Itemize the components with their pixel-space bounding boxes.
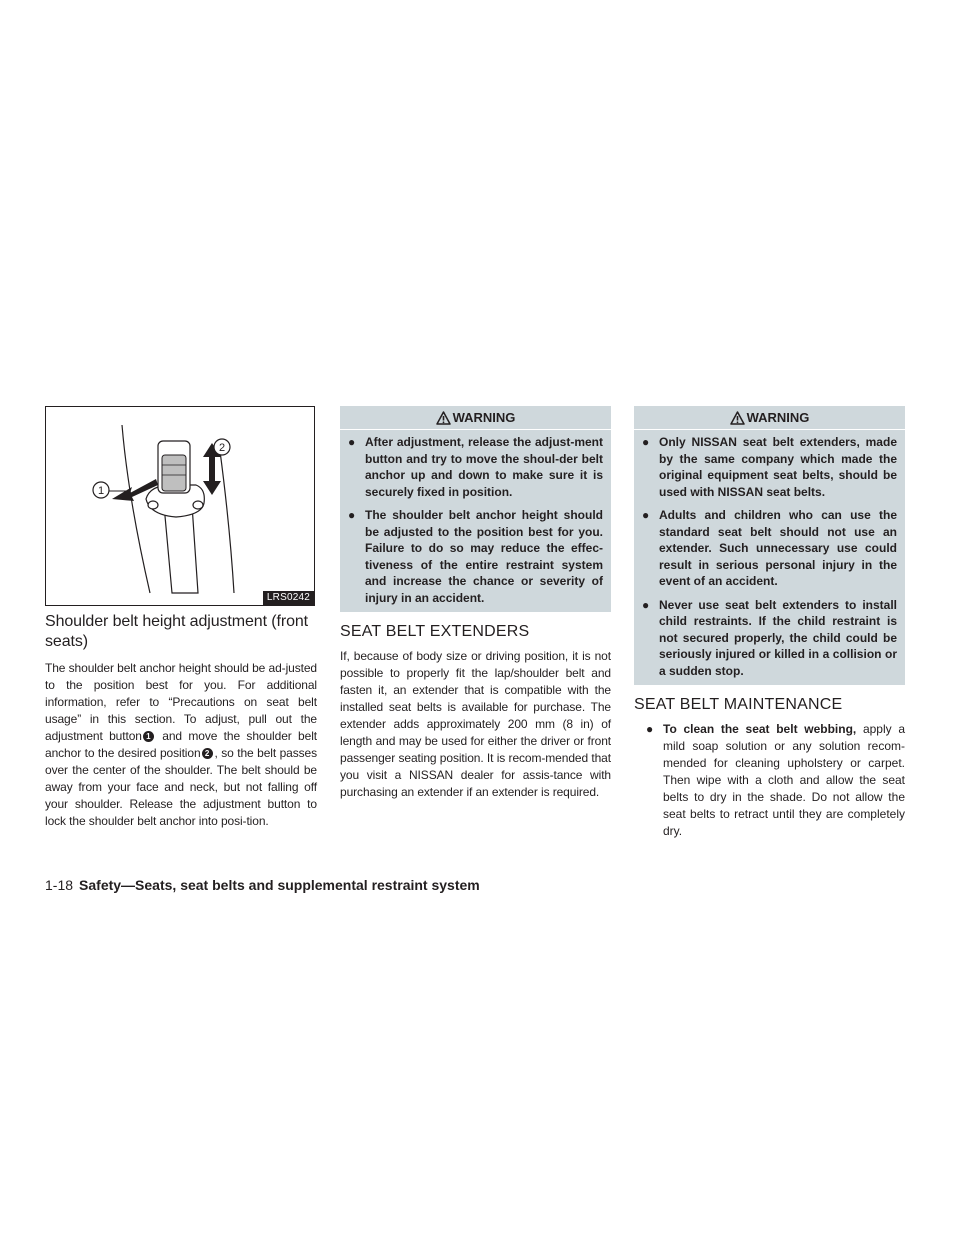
warning-title: WARNING <box>452 410 516 425</box>
warning-triangle-icon <box>436 411 451 425</box>
warning-item <box>348 434 603 500</box>
warning-header <box>634 406 905 430</box>
warning-box-adjustment <box>340 406 611 612</box>
warning-item-text: After adjustment, release the adjust-ment button and try to move the shoul-der belt anchor up and down to make sure it is securely fixed in position. <box>365 435 603 499</box>
seat-belt-figure <box>45 406 315 606</box>
shoulder-belt-illustration <box>46 407 314 605</box>
bullet-icon: ● <box>642 435 650 449</box>
inline-callout-2: 2 <box>202 748 213 759</box>
warning-item <box>642 507 897 590</box>
warning-item <box>642 597 897 680</box>
extenders-heading: SEAT BELT EXTENDERS <box>340 623 530 640</box>
shoulder-belt-heading: Shoulder belt height adjustment (front seats) <box>45 613 309 650</box>
warning-item-text: Adults and children who can use the standard seat belt should not use an extender. Such unnecessary use could result in serious personal injury in the event of an accident. <box>659 508 897 588</box>
maintenance-item-bold: To clean the seat belt webbing, <box>663 722 857 736</box>
paragraph-part-1: The shoulder belt anchor height should be ad-justed to the position best for you. For additional information, refer to “Precautions on seat belt usage” in this section. To adjust, pull out the adjustment button <box>45 661 317 743</box>
bullet-icon: ● <box>646 722 654 736</box>
warning-box-extenders <box>634 406 905 685</box>
figure-callout-2: 2 <box>218 442 226 454</box>
warning-triangle-icon <box>730 411 745 425</box>
middle-column <box>340 406 611 801</box>
warning-item <box>348 507 603 606</box>
figure-callout-1: 1 <box>97 485 105 497</box>
maintenance-item-text: apply a mild soap solution or any solution recom-mended for cleaning upholstery or carpet. Then wipe with a cloth and allow the seat belts to dry in the shade. Do not allow the seat belts to retract until they are completely dry. <box>663 722 905 838</box>
maintenance-item <box>634 721 905 840</box>
paragraph-part-2: and move the shoulder belt anchor to the desired position <box>45 729 317 760</box>
warning-item <box>642 434 897 500</box>
warning-title: WARNING <box>746 410 810 425</box>
page-footer <box>45 876 480 894</box>
warning-item-text: The shoulder belt anchor height should be adjusted to the position best for you. Failure to do so may reduce the effec-tiveness of the entire restraint system and increase the chance or severity of injury in an accident. <box>365 508 603 605</box>
bullet-icon: ● <box>348 508 356 522</box>
bullet-icon: ● <box>642 597 650 612</box>
figure-code: LRS0242 <box>263 591 314 605</box>
left-column <box>45 406 317 830</box>
chapter-title: Safety—Seats, seat belts and supplemental restraint system <box>79 877 480 893</box>
paragraph-part-3: , so the belt passes over the center of the shoulder. The belt should be away from your face and neck, but not falling off your shoulder. Release the adjustment button to lock the shoulder belt anchor into posi-tion. <box>45 746 317 828</box>
bullet-icon: ● <box>642 508 650 522</box>
right-column <box>634 406 905 840</box>
page-number: 1-18 <box>45 877 74 893</box>
warning-item-text: Never use seat belt extenders to install child restraints. If the child restraint is not secured properly, the child could be seriously injured or killed in a collision or a sudden stop. <box>659 597 897 678</box>
bullet-icon: ● <box>348 435 356 449</box>
inline-callout-1: 1 <box>143 731 154 742</box>
maintenance-heading: SEAT BELT MAINTENANCE <box>634 696 843 713</box>
warning-item-text: Only NISSAN seat belt extenders, made by the same company which made the original equipment seat belts, should be used with NISSAN seat belts. <box>659 435 897 499</box>
warning-header <box>340 406 611 430</box>
shoulder-belt-paragraph <box>45 660 317 830</box>
extenders-paragraph: If, because of body size or driving position, it is not possible to properly fit the lap/shoulder belt and fasten it, an extender that is compatible with the installed seat belts is available for purchase. The extender adds approximately 200 mm (8 in) of length and may be used for either the driver or front passenger seating position. It is recom-mended that you visit a NISSAN dealer for assis-tance with purchasing an extender if an extender is required. <box>340 649 611 799</box>
